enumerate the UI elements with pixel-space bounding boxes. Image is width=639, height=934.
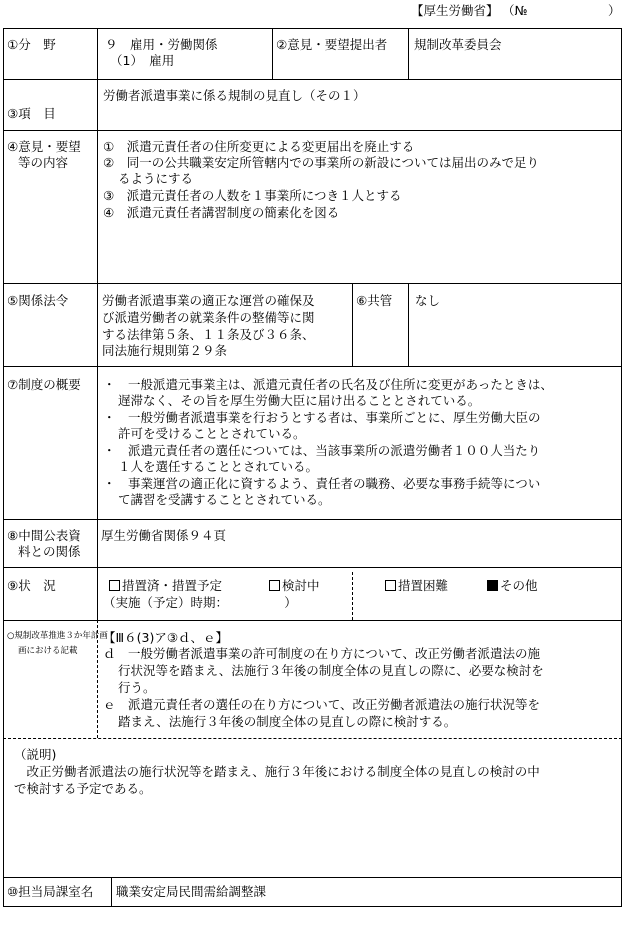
submitter-label: ②意見・要望提出者 <box>276 37 388 52</box>
law-line-1: 労働者派遣事業の適正な運営の確保及 <box>102 293 315 308</box>
explanation-title: （説明) <box>14 747 57 762</box>
jurisdiction-label: ⑥共管 <box>356 293 393 308</box>
overview-line-7: ・ 事業運営の適正化に資するよう、責任者の職務、必要な事務手続等につい <box>103 476 541 491</box>
overview-line-8: て講習を受講することとされている。 <box>118 492 331 507</box>
status-difficult-label: 措置困難 <box>398 578 449 593</box>
field-label: ①分 野 <box>7 37 56 52</box>
plan-line-4: ｅ 派遣元責任者の選任の在り方について、改正労働者派遣法の施行状況等を <box>103 697 541 712</box>
checkbox-review[interactable] <box>269 580 280 591</box>
status-option-done[interactable] <box>109 578 222 595</box>
explanation-line-2: で検討する予定である。 <box>14 781 152 796</box>
status-review-label: 検討中 <box>282 578 320 593</box>
law-line-4: 同法施行規則第２９条 <box>102 343 228 358</box>
checkbox-done[interactable] <box>109 580 120 591</box>
plan-line-2: 行状況等を踏まえ、法施行３年後の制度全体の見直しの際に、必要な検討を <box>118 663 544 678</box>
overview-line-4: 許可を受けることとされている。 <box>118 426 306 441</box>
status-option-other[interactable] <box>487 578 538 595</box>
plan-line-5: 踏まえ、法施行３年後の制度全体の見直しの際に検討する。 <box>118 714 457 729</box>
department-value: 職業安定局民間需給調整課 <box>116 884 267 899</box>
status-option-review[interactable] <box>269 578 320 595</box>
plan-line-1: ｄ 一般労働者派遣事業の許可制度の在り方について、改正労働者派遣法の施 <box>103 646 541 661</box>
department-label: ⑩担当局課室名 <box>7 884 94 899</box>
item-value: 労働者派遣事業に係る規制の見直し（その１） <box>103 88 366 103</box>
interim-label-line2: 料との関係 <box>18 544 81 559</box>
plan-label-line1: ○規制改革推進３か年計画 <box>7 631 108 641</box>
implementation-date: （実施（予定）時期： ） <box>103 595 297 610</box>
jurisdiction-value: なし <box>415 293 441 308</box>
request-label-line2: 等の内容 <box>18 155 69 170</box>
plan-label-line2: 画における記載 <box>18 646 78 656</box>
overview-line-5: ・ 派遣元責任者の選任については、当該事業所の派遣労働者１００人当たり <box>103 443 541 458</box>
ministry-header: 【厚生労働省】 <box>411 3 499 18</box>
request-item-3: ③ 派遣元責任者の人数を１事業所につき１人とする <box>103 188 402 203</box>
item-label: ③項 目 <box>7 106 56 121</box>
field-line2: （1） 雇用 <box>110 53 175 68</box>
request-label-line1: ④意見・要望 <box>7 139 81 154</box>
laws-label: ⑤関係法令 <box>7 293 69 308</box>
request-item-2-cont: るようにする <box>118 171 194 186</box>
status-other-label: その他 <box>500 578 538 593</box>
checkbox-difficult[interactable] <box>385 580 396 591</box>
plan-reference: 【Ⅲ６(3)ア③ｄ、ｅ】 <box>103 630 229 645</box>
request-item-1: ① 派遣元責任者の住所変更による変更届出を廃止する <box>103 139 415 154</box>
explanation-line-1: 改正労働者派遣法の施行状況等を踏まえ、施行３年後における制度全体の見直しの検討の中 <box>14 764 540 779</box>
overview-line-2: 遅滞なく、その旨を厚生労働大臣に届け出ることとされている。 <box>118 393 481 408</box>
law-line-2: び派遣労働者の就業条件の整備等に関 <box>102 310 315 325</box>
status-label: ⑨状 況 <box>7 578 56 593</box>
request-item-2: ② 同一の公共職業安定所管轄内での事業所の新設については届出のみで足り <box>103 155 539 170</box>
plan-line-3: 行う。 <box>118 680 156 695</box>
status-option-difficult[interactable] <box>385 578 448 595</box>
field-line1: ９ 雇用・労働関係 <box>105 37 218 52</box>
status-done-label: 措置済・措置予定 <box>122 578 223 593</box>
overview-line-1: ・ 一般派遣元事業主は、派遣元責任者の氏名及び住所に変更があったときは、 <box>103 377 553 392</box>
doc-number-label: （№ <box>502 3 528 18</box>
request-item-4: ④ 派遣元責任者講習制度の簡素化を図る <box>103 205 340 220</box>
interim-label-line1: ⑧中間公表資 <box>7 528 81 543</box>
submitter-value: 規制改革委員会 <box>414 37 502 52</box>
overview-line-3: ・ 一般労働者派遣事業を行おうとする者は、事業所ごとに、厚生労働大臣の <box>103 410 541 425</box>
interim-value: 厚生労働省関係９４頁 <box>101 528 227 543</box>
doc-number-close: ） <box>608 3 621 18</box>
system-overview-label: ⑦制度の概要 <box>7 377 81 392</box>
checkbox-other-checked[interactable] <box>487 580 498 591</box>
law-line-3: する法律第５条、１１条及び３６条、 <box>102 327 315 342</box>
overview-line-6: １人を選任することとされている。 <box>118 459 319 474</box>
